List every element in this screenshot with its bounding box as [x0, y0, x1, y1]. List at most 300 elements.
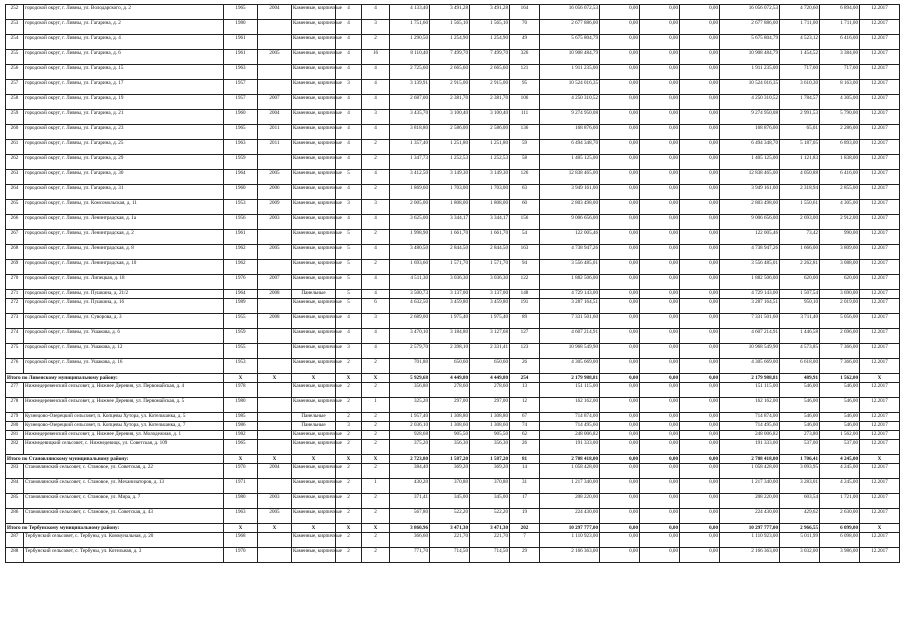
table-row — [6, 275, 900, 290]
cell-planned-completion: 12.2017 — [860, 299, 900, 314]
cell-max-cost-per-sqm: 6 416,00 — [820, 35, 860, 50]
cell-address: Становлянский сельсовет, с. Становое, ул. Мира, д. 7 — [24, 494, 224, 509]
cell-floors: 4 — [336, 155, 362, 170]
cell-year-overhaul: 2006 — [258, 185, 292, 200]
cell-planned-completion: 12.2017 — [860, 509, 900, 524]
cell-max-cost-per-sqm: 717,00 — [820, 65, 860, 80]
cell-premises-area: 3 491,28 — [430, 5, 470, 20]
cell-cost-owners: 4 250 310,52 — [720, 95, 780, 110]
cell-premises-area: 345,00 — [430, 494, 470, 509]
cell-entrances: 4 — [362, 275, 390, 290]
cell-year-overhaul: 2004 — [258, 110, 292, 125]
cell-repair-cost-total: 4 250 310,52 — [540, 95, 600, 110]
cell-cost-owners: 1 217 340,00 — [720, 479, 780, 494]
table-row — [6, 140, 900, 155]
cell-total-area: 4 133,40 — [390, 5, 430, 20]
cell-premises-area: 1 254,90 — [430, 35, 470, 50]
cell-row-number: 253 — [6, 20, 24, 35]
cell-cost-federal: 0,00 — [600, 479, 640, 494]
cell-cost-regional: 0,00 — [640, 155, 680, 170]
cell-year-overhaul — [258, 533, 292, 548]
cell-row-number: 252 — [6, 5, 24, 20]
cell-cost-owners: 208 220,00 — [720, 494, 780, 509]
cell-repair-cost-total: 162 162,00 — [540, 398, 600, 413]
total-entrances: X — [362, 455, 390, 464]
cell-cost-per-sqm: 4 573,85 — [780, 344, 820, 359]
cell-year-built: 1957 — [224, 80, 258, 95]
cell-entrances: 3 — [362, 314, 390, 329]
cell-cost-local: 0,00 — [680, 140, 720, 155]
cell-floors: 2 — [336, 413, 362, 422]
cell-total-area: 371,41 — [390, 494, 430, 509]
cell-residents: 326 — [510, 50, 540, 65]
cell-residential-area: 2 381,70 — [470, 95, 510, 110]
cell-residents: 7 — [510, 533, 540, 548]
cell-max-cost-per-sqm: 2 286,00 — [820, 125, 860, 140]
cell-floors: 5 — [336, 170, 362, 185]
cell-cost-federal: 0,00 — [600, 50, 640, 65]
total-cost-local: 0,00 — [680, 524, 720, 533]
cell-max-cost-per-sqm: 990,00 — [820, 230, 860, 245]
cell-floors: 3 — [336, 200, 362, 215]
cell-cost-owners: 168 876,00 — [720, 125, 780, 140]
cell-repair-cost-total: 10 968 549,90 — [540, 344, 600, 359]
cell-floors: 4 — [336, 110, 362, 125]
cell-floors: 4 — [336, 35, 362, 50]
cell-cost-owners: 16 056 072,53 — [720, 5, 780, 20]
cell-cost-local: 0,00 — [680, 245, 720, 260]
cell-residents: 17 — [510, 494, 540, 509]
cell-premises-area: 1 571,70 — [430, 260, 470, 275]
cell-entrances: 4 — [362, 95, 390, 110]
cell-residential-area: 297,00 — [470, 398, 510, 413]
cell-residential-area: 2 586,00 — [470, 125, 510, 140]
cell-cost-local: 0,00 — [680, 464, 720, 479]
cell-total-area: 1 957,40 — [390, 413, 430, 422]
cell-cost-per-sqm: 65,01 — [780, 125, 820, 140]
cell-cost-federal: 0,00 — [600, 185, 640, 200]
cell-address: Нижнедевицкий сельсовет, с. Нижнедевицк, ул. Советская, д. 109 — [24, 440, 224, 455]
cell-repair-cost-total: 10 524 016,35 — [540, 80, 600, 95]
cell-entrances: 4 — [362, 290, 390, 299]
cell-address: городской округ, г. Ливны, ул. Липецкая, д. 18 — [24, 275, 224, 290]
cell-cost-per-sqm: 1 784,57 — [780, 95, 820, 110]
cell-residential-area: 2 665,60 — [470, 65, 510, 80]
cell-residential-area: 221,70 — [470, 533, 510, 548]
cell-floors: 3 — [336, 422, 362, 431]
cell-cost-federal: 0,00 — [600, 509, 640, 524]
total-cost-owners: 10 297 777,00 — [720, 524, 780, 533]
cell-wall-material: Каменные, кирпичные — [292, 359, 336, 374]
cell-year-built: 1964 — [224, 170, 258, 185]
cell-entrances: 2 — [362, 422, 390, 431]
total-year-built: X — [224, 374, 258, 383]
cell-address: Кузнецово-Озерецкий сельсовет, п. Копцевы Хутора, ул. Котельчанка, д. 7 — [24, 422, 224, 431]
cell-residential-area: 714,50 — [470, 548, 510, 563]
total-cost-per-sqm: 1 706,41 — [780, 455, 820, 464]
cell-wall-material: Каменные, кирпичные — [292, 170, 336, 185]
cell-entrances: 2 — [362, 440, 390, 455]
cell-cost-owners: 2 166 363,00 — [720, 548, 780, 563]
cell-repair-cost-total: 4 729 143,00 — [540, 290, 600, 299]
cell-cost-per-sqm: 6 618,00 — [780, 359, 820, 374]
cell-row-number: 259 — [6, 110, 24, 125]
cell-premises-area: 2 915,00 — [430, 80, 470, 95]
cell-row-number: 266 — [6, 215, 24, 230]
cell-wall-material: Каменные, кирпичные — [292, 65, 336, 80]
cell-address: городской округ, г. Ливны, ул. Суворова, д. 3 — [24, 314, 224, 329]
cell-planned-completion: 12.2017 — [860, 422, 900, 431]
cell-floors: 4 — [336, 5, 362, 20]
cell-repair-cost-total: 6 494 348,70 — [540, 140, 600, 155]
cell-address: городской округ, г. Ливны, ул. Ленинградская, д. 1а — [24, 215, 224, 230]
cell-row-number: 264 — [6, 185, 24, 200]
cell-max-cost-per-sqm: 2 630,00 — [820, 509, 860, 524]
cell-floors: 4 — [336, 125, 362, 140]
cell-wall-material: Панельные — [292, 422, 336, 431]
cell-cost-owners: 9 006 656,00 — [720, 215, 780, 230]
cell-residential-area: 3 127,68 — [470, 329, 510, 344]
cell-wall-material: Каменные, кирпичные — [292, 155, 336, 170]
cell-planned-completion: 12.2017 — [860, 215, 900, 230]
cell-premises-area: 1 252,53 — [430, 155, 470, 170]
cell-cost-regional: 0,00 — [640, 494, 680, 509]
cell-cost-federal: 0,00 — [600, 230, 640, 245]
cell-entrances: 4 — [362, 125, 390, 140]
cell-cost-local: 0,00 — [680, 200, 720, 215]
cell-row-number: 273 — [6, 314, 24, 329]
cell-total-area: 1 290,50 — [390, 35, 430, 50]
cell-cost-owners: 1 110 923,00 — [720, 533, 780, 548]
cell-cost-federal: 0,00 — [600, 80, 640, 95]
cell-address: городской округ, г. Ливны, ул. Пушкина, д. 16 — [24, 299, 224, 314]
total-cost-federal: 0,00 — [600, 455, 640, 464]
cell-residents: 74 — [510, 422, 540, 431]
cell-cost-local: 0,00 — [680, 359, 720, 374]
cell-planned-completion: 12.2017 — [860, 5, 900, 20]
cell-cost-regional: 0,00 — [640, 5, 680, 20]
cell-year-overhaul — [258, 35, 292, 50]
total-residential-area: 4 449,80 — [470, 374, 510, 383]
cell-year-overhaul: 2005 — [258, 509, 292, 524]
cell-row-number: 279 — [6, 413, 24, 422]
cell-residential-area: 522,20 — [470, 509, 510, 524]
cell-residents: 164 — [510, 5, 540, 20]
cell-address: Нижнедеревенский сельсовет, д. Нижнее Деревня, ул. Первомайская, д. 4 — [24, 383, 224, 398]
cell-repair-cost-total: 208 220,00 — [540, 494, 600, 509]
cell-planned-completion: 12.2017 — [860, 440, 900, 455]
cell-wall-material: Каменные, кирпичные — [292, 125, 336, 140]
cell-cost-regional: 0,00 — [640, 398, 680, 413]
cell-max-cost-per-sqm: 4 305,00 — [820, 200, 860, 215]
cell-cost-local: 0,00 — [680, 20, 720, 35]
cell-cost-per-sqm: 546,00 — [780, 383, 820, 398]
cell-cost-local: 0,00 — [680, 80, 720, 95]
cell-cost-owners: 1 405 125,00 — [720, 155, 780, 170]
cell-cost-federal: 0,00 — [600, 290, 640, 299]
cell-residential-area: 1 975,40 — [470, 314, 510, 329]
cell-cost-owners: 224 430,00 — [720, 509, 780, 524]
cell-premises-area: 278,60 — [430, 383, 470, 398]
cell-floors: 2 — [336, 494, 362, 509]
cell-cost-regional: 0,00 — [640, 359, 680, 374]
table-row — [6, 170, 900, 185]
cell-total-area: 3 435,70 — [390, 110, 430, 125]
total-residents: 81 — [510, 455, 540, 464]
cell-residents: 62 — [510, 431, 540, 440]
cell-row-number: 275 — [6, 344, 24, 359]
cell-row-number: 258 — [6, 95, 24, 110]
cell-entrances: 2 — [362, 260, 390, 275]
cell-year-built: 1965 — [224, 125, 258, 140]
cell-cost-federal: 0,00 — [600, 464, 640, 479]
cell-planned-completion: 12.2017 — [860, 398, 900, 413]
cell-residential-area: 2 844,50 — [470, 245, 510, 260]
cell-cost-per-sqm: 3 711,40 — [780, 314, 820, 329]
cell-cost-per-sqm: 603,54 — [780, 494, 820, 509]
cell-cost-per-sqm: 620,00 — [780, 275, 820, 290]
cell-residents: 121 — [510, 65, 540, 80]
cell-cost-per-sqm: 546,00 — [780, 422, 820, 431]
cell-cost-per-sqm: 1 121,83 — [780, 155, 820, 170]
cell-residential-area: 1 703,00 — [470, 185, 510, 200]
cell-entrances: 4 — [362, 329, 390, 344]
cell-floors: 5 — [336, 230, 362, 245]
total-max-cost-per-sqm: 1 562,00 — [820, 374, 860, 383]
cell-floors: 4 — [336, 314, 362, 329]
cell-premises-area: 3 344,17 — [430, 215, 470, 230]
cell-cost-owners: 3 287 164,51 — [720, 299, 780, 314]
cell-floors: 4 — [336, 20, 362, 35]
cell-cost-federal: 0,00 — [600, 20, 640, 35]
cell-cost-local: 0,00 — [680, 299, 720, 314]
cell-total-area: 1 869,60 — [390, 185, 430, 200]
cell-cost-per-sqm: 3 093,95 — [780, 464, 820, 479]
cell-cost-local: 0,00 — [680, 125, 720, 140]
cell-cost-per-sqm: 3 610,30 — [780, 80, 820, 95]
cell-premises-area: 905,50 — [430, 431, 470, 440]
cell-year-overhaul — [258, 260, 292, 275]
cell-cost-regional: 0,00 — [640, 548, 680, 563]
cell-max-cost-per-sqm: 6 893,00 — [820, 140, 860, 155]
cell-entrances: 2 — [362, 140, 390, 155]
table-row — [6, 413, 900, 422]
cell-cost-per-sqm: 3 283,01 — [780, 479, 820, 494]
cell-residential-area: 3 149,30 — [470, 170, 510, 185]
total-repair-cost-total: 10 297 777,00 — [540, 524, 600, 533]
cell-planned-completion: 12.2017 — [860, 80, 900, 95]
cell-max-cost-per-sqm: 2 696,00 — [820, 329, 860, 344]
cell-cost-per-sqm: 1 454,52 — [780, 50, 820, 65]
cell-max-cost-per-sqm: 6 098,00 — [820, 533, 860, 548]
cell-residential-area: 1 308,60 — [470, 422, 510, 431]
cell-year-overhaul — [258, 548, 292, 563]
cell-floors: 2 — [336, 548, 362, 563]
cell-residents: 67 — [510, 413, 540, 422]
cell-cost-owners: 10 968 549,90 — [720, 344, 780, 359]
table-row — [6, 80, 900, 95]
cell-cost-per-sqm: 4 523,12 — [780, 35, 820, 50]
cell-premises-area: 3 100,40 — [430, 110, 470, 125]
cell-total-area: 375,20 — [390, 440, 430, 455]
cell-year-built: 1986 — [224, 422, 258, 431]
total-wall-material: X — [292, 524, 336, 533]
cell-year-overhaul — [258, 422, 292, 431]
cell-address: городской округ, г. Ливны, ул. Гагарина, д. 4 — [24, 35, 224, 50]
cell-entrances: 2 — [362, 509, 390, 524]
cell-total-area: 928,68 — [390, 431, 430, 440]
cell-total-area: 3 139,91 — [390, 80, 430, 95]
total-entrances: X — [362, 524, 390, 533]
district-total-row — [6, 455, 900, 464]
cell-address: городской округ, г. Ливны, ул. Гагарина, д. 29 — [24, 155, 224, 170]
cell-residents: 59 — [510, 140, 540, 155]
cell-max-cost-per-sqm: 6 894,00 — [820, 5, 860, 20]
cell-address: городской округ, г. Ливны, ул. Гагарина, д. 15 — [24, 65, 224, 80]
table-row — [6, 20, 900, 35]
cell-cost-owners: 6 494 348,70 — [720, 140, 780, 155]
cell-cost-local: 0,00 — [680, 422, 720, 431]
cell-year-built: 1959 — [224, 155, 258, 170]
cell-cost-regional: 0,00 — [640, 275, 680, 290]
cell-entrances: 4 — [362, 5, 390, 20]
cell-residential-area: 1 308,80 — [470, 413, 510, 422]
cell-entrances: 16 — [362, 50, 390, 65]
cell-total-area: 1 347,73 — [390, 155, 430, 170]
cell-planned-completion: 12.2017 — [860, 413, 900, 422]
cell-cost-local: 0,00 — [680, 533, 720, 548]
cell-year-built: 1955 — [224, 344, 258, 359]
cell-year-built: 1960 — [224, 185, 258, 200]
cell-year-overhaul: 2007 — [258, 275, 292, 290]
cell-cost-federal: 0,00 — [600, 494, 640, 509]
cell-entrances: 3 — [362, 20, 390, 35]
cell-cost-regional: 0,00 — [640, 20, 680, 35]
cell-planned-completion: 12.2017 — [860, 329, 900, 344]
cell-year-overhaul: 2004 — [258, 5, 292, 20]
table-row — [6, 494, 900, 509]
cell-year-built: 1953 — [224, 359, 258, 374]
cell-total-area: 701,80 — [390, 359, 430, 374]
cell-cost-federal: 0,00 — [600, 65, 640, 80]
cell-cost-federal: 0,00 — [600, 170, 640, 185]
cell-cost-local: 0,00 — [680, 35, 720, 50]
cell-cost-local: 0,00 — [680, 344, 720, 359]
cell-premises-area: 1 308,80 — [430, 413, 470, 422]
cell-address: городской округ, г. Ливны, ул. Ленинградская, д. 10 — [24, 260, 224, 275]
cell-cost-owners: 122 005,46 — [720, 230, 780, 245]
cell-cost-local: 0,00 — [680, 155, 720, 170]
cell-residents: 106 — [510, 95, 540, 110]
table-row — [6, 314, 900, 329]
cell-cost-owners: 4 729 143,00 — [720, 290, 780, 299]
cell-cost-federal: 0,00 — [600, 431, 640, 440]
cell-residents: 136 — [510, 125, 540, 140]
cell-repair-cost-total: 3 556 485,01 — [540, 260, 600, 275]
total-premises-area: 4 449,80 — [430, 374, 470, 383]
cell-planned-completion: 12.2017 — [860, 260, 900, 275]
cell-address: Кузнецово-Озерецкий сельсовет, п. Копцевы Хутора, ул. Котельчанка, д. 5 — [24, 413, 224, 422]
cell-year-overhaul — [258, 80, 292, 95]
cell-repair-cost-total: 168 876,00 — [540, 125, 600, 140]
cell-premises-area: 3 459,80 — [430, 299, 470, 314]
total-cost-local: 0,00 — [680, 374, 720, 383]
cell-floors: 2 — [336, 383, 362, 398]
cell-year-built: 1971 — [224, 479, 258, 494]
cell-entrances: 2 — [362, 431, 390, 440]
cell-year-built: 1961 — [224, 230, 258, 245]
cell-residential-area: 1 252,53 — [470, 155, 510, 170]
table-row — [6, 509, 900, 524]
cell-repair-cost-total: 3 287 164,51 — [540, 299, 600, 314]
cell-year-built: 1956 — [224, 215, 258, 230]
cell-premises-area: 1 975,40 — [430, 314, 470, 329]
cell-cost-owners: 162 162,00 — [720, 398, 780, 413]
cell-row-number: 272 — [6, 299, 24, 314]
cell-planned-completion: 12.2017 — [860, 140, 900, 155]
cell-row-number: 283 — [6, 464, 24, 479]
cell-cost-regional: 0,00 — [640, 329, 680, 344]
cell-cost-local: 0,00 — [680, 398, 720, 413]
cell-row-number: 265 — [6, 200, 24, 215]
total-floors: X — [336, 455, 362, 464]
table-row — [6, 431, 900, 440]
cell-cost-owners: 4 607 214,91 — [720, 329, 780, 344]
cell-year-built: 1957 — [224, 95, 258, 110]
cell-repair-cost-total: 714 874,00 — [540, 413, 600, 422]
cell-max-cost-per-sqm: 1 562,00 — [820, 431, 860, 440]
cell-premises-area: 2 398,10 — [430, 344, 470, 359]
cell-repair-cost-total: 1 405 125,00 — [540, 155, 600, 170]
cell-year-overhaul — [258, 413, 292, 422]
cell-cost-regional: 0,00 — [640, 533, 680, 548]
cell-floors: 2 — [336, 359, 362, 374]
cell-year-overhaul — [258, 440, 292, 455]
cell-premises-area: 1 308,60 — [430, 422, 470, 431]
cell-cost-per-sqm: 429,62 — [780, 509, 820, 524]
cell-premises-area: 7 499,70 — [430, 50, 470, 65]
cell-planned-completion: 12.2017 — [860, 200, 900, 215]
cell-total-area: 4 511,30 — [390, 275, 430, 290]
cell-residential-area: 3 137,00 — [470, 290, 510, 299]
total-year-overhaul: X — [258, 455, 292, 464]
cell-year-built: 1989 — [224, 299, 258, 314]
cell-planned-completion: 12.2017 — [860, 35, 900, 50]
cell-residential-area: 7 499,70 — [470, 50, 510, 65]
cell-total-area: 3 470,10 — [390, 329, 430, 344]
cell-cost-regional: 0,00 — [640, 80, 680, 95]
cell-residential-area: 3 344,17 — [470, 215, 510, 230]
cell-max-cost-per-sqm: 4 305,00 — [820, 95, 860, 110]
cell-repair-cost-total: 4 607 214,91 — [540, 329, 600, 344]
total-residents: 202 — [510, 524, 540, 533]
cell-cost-regional: 0,00 — [640, 125, 680, 140]
cell-repair-cost-total: 122 005,46 — [540, 230, 600, 245]
cell-residential-area: 2 915,00 — [470, 80, 510, 95]
cell-floors: 2 — [336, 398, 362, 413]
cell-row-number: 288 — [6, 548, 24, 563]
cell-wall-material: Каменные, кирпичные — [292, 329, 336, 344]
cell-repair-cost-total: 9 006 656,00 — [540, 215, 600, 230]
cell-cost-per-sqm: 4 720,60 — [780, 5, 820, 20]
cell-repair-cost-total: 1 110 923,00 — [540, 533, 600, 548]
table-row — [6, 422, 900, 431]
cell-repair-cost-total: 2 677 886,00 — [540, 20, 600, 35]
cell-repair-cost-total: 12 838 465,00 — [540, 170, 600, 185]
cell-row-number: 261 — [6, 140, 24, 155]
cell-residents: 13 — [510, 383, 540, 398]
cell-wall-material: Каменные, кирпичные — [292, 431, 336, 440]
